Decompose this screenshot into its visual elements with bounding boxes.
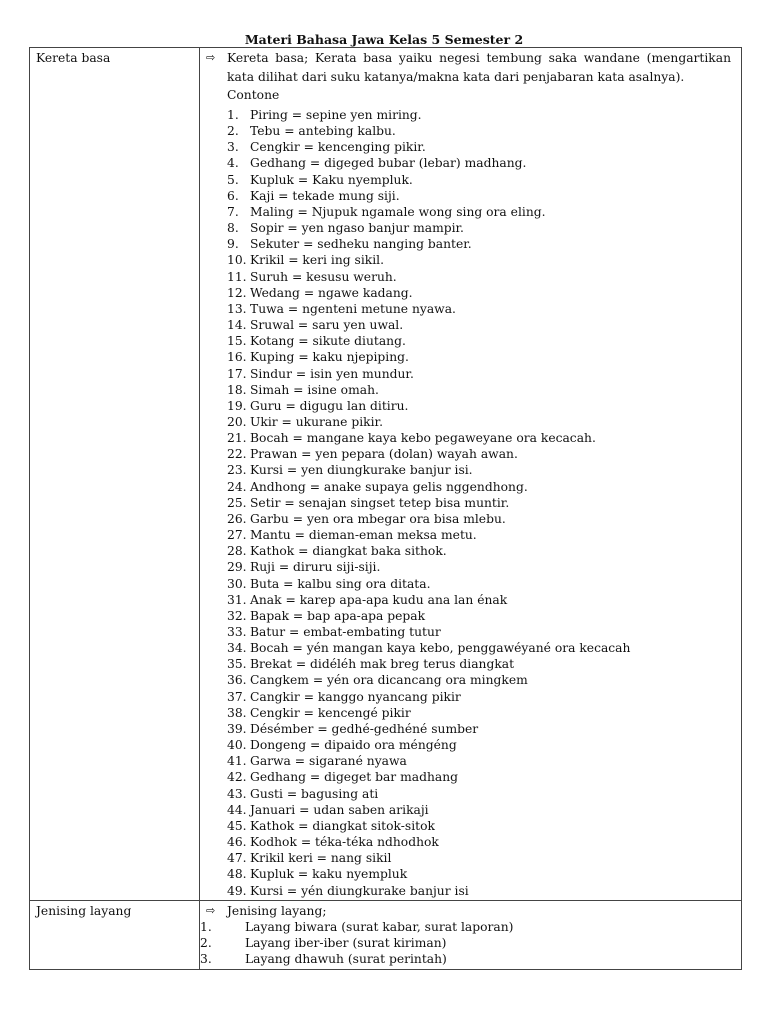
list-item-text: Maling = Njupuk ngamale wong sing ora eling.	[250, 204, 546, 219]
list-item-text: Tebu = antebing kalbu.	[250, 124, 396, 139]
list-item-text: Garbu = yen ora mbegar ora bisa mlebu.	[250, 511, 506, 526]
list-item-number: 36.	[227, 673, 247, 688]
list-item-text: Brekat = didéléh mak breg terus diangkat	[250, 657, 515, 672]
list-item	[200, 850, 731, 866]
list-item-number: 39.	[227, 721, 247, 736]
list-item-number: 16.	[227, 350, 247, 365]
kereta-basa-definition: Kereta basa; Kerata basa yaiku negesi tembung saka wandane (mengartikan kata dilihat dari suku katanya/makna kata dari penjabaran kata asalnya).	[227, 51, 731, 84]
list-item-number: 31.	[227, 592, 247, 607]
list-item-number: 19.	[227, 398, 247, 413]
list-item-number: 20.	[227, 414, 247, 429]
list-item	[200, 769, 731, 785]
list-item	[200, 430, 731, 446]
example-list	[200, 107, 731, 900]
list-item-number: 11.	[227, 269, 247, 284]
list-item-text: Tuwa = ngenteni metune nyawa.	[250, 301, 456, 316]
list-item	[200, 576, 731, 592]
list-item-text: Kupluk = Kaku nyempluk.	[250, 172, 413, 187]
list-item-number: 48.	[227, 867, 247, 882]
list-item	[200, 269, 731, 285]
list-item-text: Sindur = isin yen mundur.	[250, 366, 414, 381]
list-item	[200, 705, 731, 721]
jenising-layang-intro-block	[200, 903, 731, 919]
list-item-number: 21.	[227, 431, 247, 446]
list-item	[200, 592, 731, 608]
list-item	[200, 252, 731, 268]
list-item-number: 40.	[227, 738, 247, 753]
list-item-number: 30.	[227, 576, 247, 591]
list-item-number: 46.	[227, 835, 247, 850]
list-item-text: Krikil = keri ing sikil.	[250, 253, 384, 268]
list-item-text: Cengkir = kencenging pikir.	[250, 140, 426, 155]
list-item	[200, 802, 731, 818]
list-item	[200, 527, 731, 543]
list-item-number: 17.	[227, 366, 247, 381]
list-item-text: Kotang = sikute diutang.	[250, 334, 406, 349]
list-item-text: Dongeng = dipaido ora méngéng	[250, 738, 457, 753]
list-item-number: 6.	[227, 188, 239, 203]
list-item-number: 29.	[227, 560, 247, 575]
list-item-number: 42.	[227, 770, 247, 785]
cell-kereta-basa-label	[30, 48, 200, 901]
material-table	[29, 47, 742, 970]
list-item-text: Guru = digugu lan ditiru.	[250, 398, 409, 413]
list-item-number: 37.	[227, 689, 247, 704]
list-item	[200, 786, 731, 802]
list-item-text: Wedang = ngawe kadang.	[250, 285, 413, 300]
list-item-number: 2.	[227, 124, 239, 139]
list-item-number: 4.	[227, 156, 239, 171]
list-item-text: Layang iber-iber (surat kiriman)	[245, 935, 447, 950]
list-item-number: 47.	[227, 851, 247, 866]
list-item	[200, 446, 731, 462]
list-item-text: Ukir = ukurane pikir.	[250, 414, 383, 429]
list-item-text: Désémber = gedhé-gedhéné sumber	[250, 721, 479, 736]
list-item-number: 1.	[200, 919, 212, 934]
list-item	[200, 414, 731, 430]
list-item-text: Suruh = kesusu weruh.	[250, 269, 397, 284]
list-item	[200, 107, 731, 123]
list-item	[200, 737, 731, 753]
list-item-number: 43.	[227, 786, 247, 801]
list-item	[200, 155, 731, 171]
list-item-number: 26.	[227, 511, 247, 526]
list-item-number: 41.	[227, 754, 247, 769]
list-item	[200, 753, 731, 769]
list-item-text: Garwa = sigarané nyawa	[250, 754, 407, 769]
list-item	[200, 721, 731, 737]
contone-label: Contone	[227, 88, 280, 102]
list-item-number: 49.	[227, 883, 247, 898]
list-item	[200, 382, 731, 398]
list-item	[200, 172, 731, 188]
list-item-text: Kaji = tekade mung siji.	[250, 188, 400, 203]
list-item	[200, 317, 731, 333]
list-item	[200, 123, 731, 139]
list-item-number: 24.	[227, 479, 247, 494]
list-item	[200, 285, 731, 301]
list-item	[200, 883, 731, 899]
list-item-text: Krikil keri = nang sikil	[250, 851, 392, 866]
list-item	[200, 951, 731, 967]
list-item-text: Ruji = diruru siji-siji.	[250, 560, 381, 575]
list-item-text: Kursi = yén diungkurake banjur isi	[250, 883, 469, 898]
list-item-number: 34.	[227, 641, 247, 656]
list-item-number: 5.	[227, 172, 239, 187]
cell-jenising-layang-content	[200, 900, 742, 969]
list-item	[200, 608, 731, 624]
list-item-text: Batur = embat-embating tutur	[250, 625, 441, 639]
list-item-number: 22.	[227, 447, 247, 462]
kereta-basa-label: Kereta basa	[36, 51, 111, 65]
list-item-text: Anak = karep apa-apa kudu ana lan énak	[250, 592, 508, 607]
list-item-text: Sruwal = saru yen uwal.	[250, 318, 404, 333]
list-item-text: Kupluk = kaku nyempluk	[250, 867, 408, 882]
arrow-right-icon: ⇨	[206, 51, 216, 64]
list-item-text: Simah = isine omah.	[250, 382, 379, 397]
table-row-kereta-basa	[30, 48, 742, 901]
list-item-number: 3.	[200, 951, 212, 966]
list-item	[200, 672, 731, 688]
list-item-number: 38.	[227, 705, 247, 720]
cell-jenising-layang-label	[30, 900, 200, 969]
arrow-right-icon: ⇨	[206, 903, 216, 917]
list-item	[200, 204, 731, 220]
list-item-text: Bapak = bap apa-apa pepak	[250, 608, 426, 623]
list-item-number: 15.	[227, 334, 247, 349]
list-item	[200, 624, 731, 640]
list-item-text: Bocah = mangane kaya kebo pegaweyane ora kecacah.	[250, 431, 596, 446]
cell-kereta-basa-content	[200, 48, 742, 901]
list-item-number: 14.	[227, 318, 247, 333]
list-item-number: 44.	[227, 802, 247, 817]
list-item	[200, 935, 731, 951]
list-item	[200, 866, 731, 882]
list-item-text: Gedhang = digeged bubar (lebar) madhang.	[250, 156, 527, 171]
list-item	[200, 640, 731, 656]
list-item-number: 3.	[227, 140, 239, 155]
list-item	[200, 333, 731, 349]
list-item-number: 25.	[227, 495, 247, 510]
list-item	[200, 834, 731, 850]
list-item-number: 2.	[200, 935, 212, 950]
list-item-text: Andhong = anake supaya gelis nggendhong.	[250, 479, 528, 494]
list-item-number: 23.	[227, 463, 247, 478]
kereta-basa-definition-block	[200, 49, 731, 86]
list-item-text: Kathok = diangkat sitok-sitok	[250, 818, 435, 833]
page-title: Materi Bahasa Jawa Kelas 5 Semester 2	[244, 32, 524, 47]
list-item-text: Layang dhawuh (surat perintah)	[245, 951, 447, 966]
jenising-layang-label: Jenising layang	[36, 903, 132, 918]
list-item-number: 32.	[227, 608, 247, 623]
list-item-text: Kodhok = téka-téka ndhodhok	[250, 835, 439, 850]
list-item	[200, 818, 731, 834]
list-item-number: 7.	[227, 204, 239, 219]
list-item-text: Sopir = yen ngaso banjur mampir.	[250, 221, 464, 236]
list-item-number: 1.	[227, 108, 239, 122]
list-item	[200, 656, 731, 672]
list-item	[200, 398, 731, 414]
list-item-text: Piring = sepine yen miring.	[250, 108, 422, 122]
list-item-number: 18.	[227, 382, 247, 397]
list-item	[200, 511, 731, 527]
list-item-text: Setir = senajan singset tetep bisa muntir.	[250, 495, 510, 510]
list-item-text: Cengkir = kencengé pikir	[250, 705, 411, 720]
list-item-text: Kuping = kaku njepiping.	[250, 350, 409, 365]
list-item-number: 27.	[227, 528, 247, 543]
list-item	[200, 188, 731, 204]
list-item	[200, 689, 731, 705]
list-item-text: Buta = kalbu sing ora ditata.	[250, 576, 431, 591]
list-item-number: 8.	[227, 221, 239, 236]
list-item	[200, 479, 731, 495]
list-item	[200, 462, 731, 478]
list-item-number: 10.	[227, 253, 247, 268]
letter-type-list	[200, 919, 731, 967]
list-item	[200, 349, 731, 365]
list-item-text: Kathok = diangkat baka sithok.	[250, 544, 447, 559]
jenising-layang-intro: Jenising layang;	[227, 903, 327, 918]
list-item-text: Kursi = yen diungkurake banjur isi.	[250, 463, 473, 478]
list-item-number: 33.	[227, 625, 247, 639]
list-item	[200, 543, 731, 559]
list-item	[200, 495, 731, 511]
list-item	[200, 236, 731, 252]
list-item	[200, 301, 731, 317]
list-item-number: 28.	[227, 544, 247, 559]
list-item-text: Cangkem = yén ora dicancang ora mingkem	[250, 673, 528, 688]
list-item-text: Layang biwara (surat kabar, surat laporan)	[245, 919, 514, 934]
list-item-text: Cangkir = kanggo nyancang pikir	[250, 689, 461, 704]
list-item-number: 35.	[227, 657, 247, 672]
list-item	[200, 559, 731, 575]
list-item-text: Bocah = yén mangan kaya kebo, penggawéyané ora kecacah	[250, 641, 631, 656]
list-item-number: 45.	[227, 818, 247, 833]
list-item	[200, 366, 731, 382]
table-row-jenising-layang	[30, 900, 742, 969]
list-item-number: 12.	[227, 285, 247, 300]
list-item-number: 9.	[227, 237, 239, 252]
list-item-number: 13.	[227, 301, 247, 316]
list-item-text: Sekuter = sedheku nanging banter.	[250, 237, 472, 252]
list-item-text: Gusti = bagusing ati	[250, 786, 379, 801]
list-item-text: Prawan = yen pepara (dolan) wayah awan.	[250, 447, 518, 462]
list-item-text: Mantu = dieman-eman meksa metu.	[250, 528, 477, 543]
list-item	[200, 919, 731, 935]
list-item-text: Gedhang = digeget bar madhang	[250, 770, 458, 785]
list-item	[200, 139, 731, 155]
list-item-text: Januari = udan saben arikaji	[250, 802, 429, 817]
list-item	[200, 220, 731, 236]
